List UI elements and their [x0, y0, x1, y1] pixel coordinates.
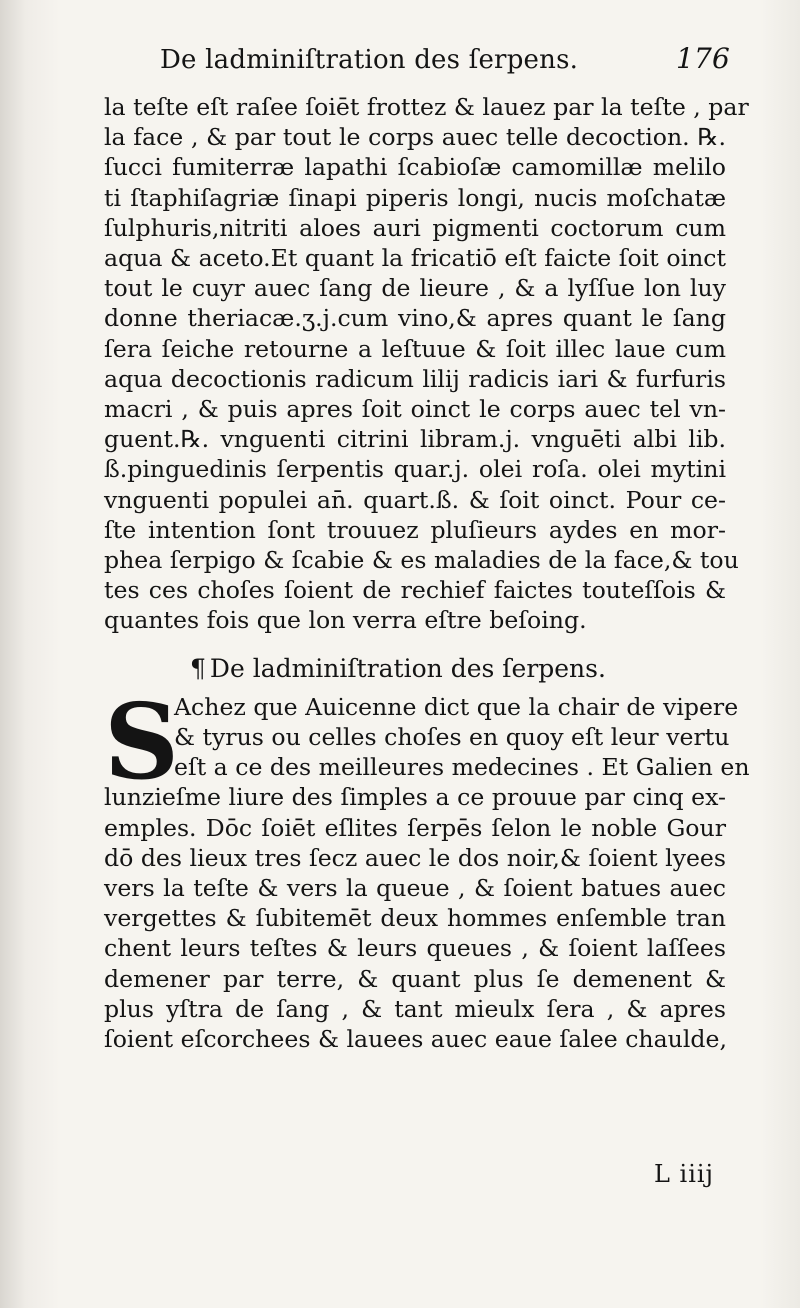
text-line: ſoient eſcorchees & lauees auec eaue ſalee chaulde,: [104, 1025, 727, 1054]
text-line: ti ſtaphiſagriæ ſinapi piperis longi, nucis moſchatæ: [104, 183, 726, 212]
text-line: ſera ſeiche retourne a leſtuue & ſoit illec laue cum: [104, 334, 726, 363]
text-line: ſucci fumiterræ lapathi ſcabioſæ camomillæ melilo: [104, 153, 726, 182]
text-line: vers la teſte & vers la queue , & ſoient batues auec: [104, 874, 726, 903]
text-line: vnguenti populei an̄. quart.ß. & ſoit oinct. Pour ce-: [104, 485, 726, 514]
text-line: macri , & puis apres ſoit oinct le corps auec tel vn-: [104, 395, 726, 424]
text-line: emples. Dōc ſoiēt eſlites ſerpēs ſelon le noble Gour: [104, 813, 726, 842]
running-title: De ladminiſtration des ſerpens.: [160, 45, 579, 75]
text-line: vergettes & ſubitemēt deux hommes enſemble tran: [104, 904, 726, 933]
drop-cap: S: [104, 679, 180, 803]
text-line: aqua & aceto.Et quant la fricatiō eſt faicte ſoit oinct: [104, 244, 726, 273]
text-line: ß.pinguedinis ſerpentis quar.j. olei roſa. olei mytini: [104, 455, 726, 484]
pilcrow-mark: ¶: [190, 653, 206, 683]
section-heading: [190, 654, 726, 684]
text-line: lunzieſme liure des ſimples a ce prouue par cinq ex-: [104, 783, 726, 812]
text-line: donne theriacæ.ʒ.j.cum vino,& apres quant le ſang: [104, 304, 726, 333]
text-line: la teſte eſt raſee ſoiēt frottez & lauez par la teſte , par: [104, 93, 749, 121]
paragraph-1: [104, 92, 749, 636]
text-line: chent leurs teſtes & leurs queues , & ſoient laſſees: [104, 934, 726, 963]
text-line: tes ces choſes ſoient de rechief faictes touteſſois &: [104, 576, 726, 605]
text-line: guent.℞. vnguenti citrini libram.j. vnguēti albi lib.: [104, 425, 726, 454]
text-line: dō des lieux tres ſecz auec le dos noir,& ſoient lyees: [104, 843, 726, 872]
running-header: [160, 42, 730, 75]
text-line: eſt a ce des meilleures medecines . Et Galien en: [174, 753, 750, 782]
text-line: aqua decoctionis radicum lilij radicis iari & furfuris: [104, 364, 726, 393]
text-line: ſulphuris,nitriti aloes auri pigmenti coctorum cum: [104, 213, 726, 242]
text-line: tout le cuyr auec ſang de lieure , & a lyſſue lon luy: [104, 274, 726, 303]
text-line: quantes fois que lon verra eſtre beſoing.: [104, 606, 587, 635]
page-number: 176: [675, 42, 730, 75]
text-line: ſte intention ſont trouuez pluſieurs aydes en mor-: [104, 515, 726, 544]
text-line: demener par terre, & quant plus ſe demenent &: [104, 964, 726, 993]
paragraph-2: [104, 679, 750, 1054]
text-line: & tyrus ou celles choſes en quoy eſt leur vertu: [174, 723, 730, 752]
text-line: la face , & par tout le corps auec telle decoction. ℞.: [104, 123, 726, 152]
text-line: Achez que Auicenne dict que la chair de vipere: [174, 692, 739, 721]
text-line: phea ſerpigo & ſcabie & es maladies de la face,& tou: [104, 546, 739, 575]
section-heading-text: De ladminiſtration des ſerpens.: [209, 653, 606, 683]
text-block: [104, 92, 750, 1054]
signature-mark: L iiij: [653, 1160, 714, 1188]
text-line: plus yſtra de ſang , & tant mieulx ſera , & apres: [104, 994, 726, 1023]
